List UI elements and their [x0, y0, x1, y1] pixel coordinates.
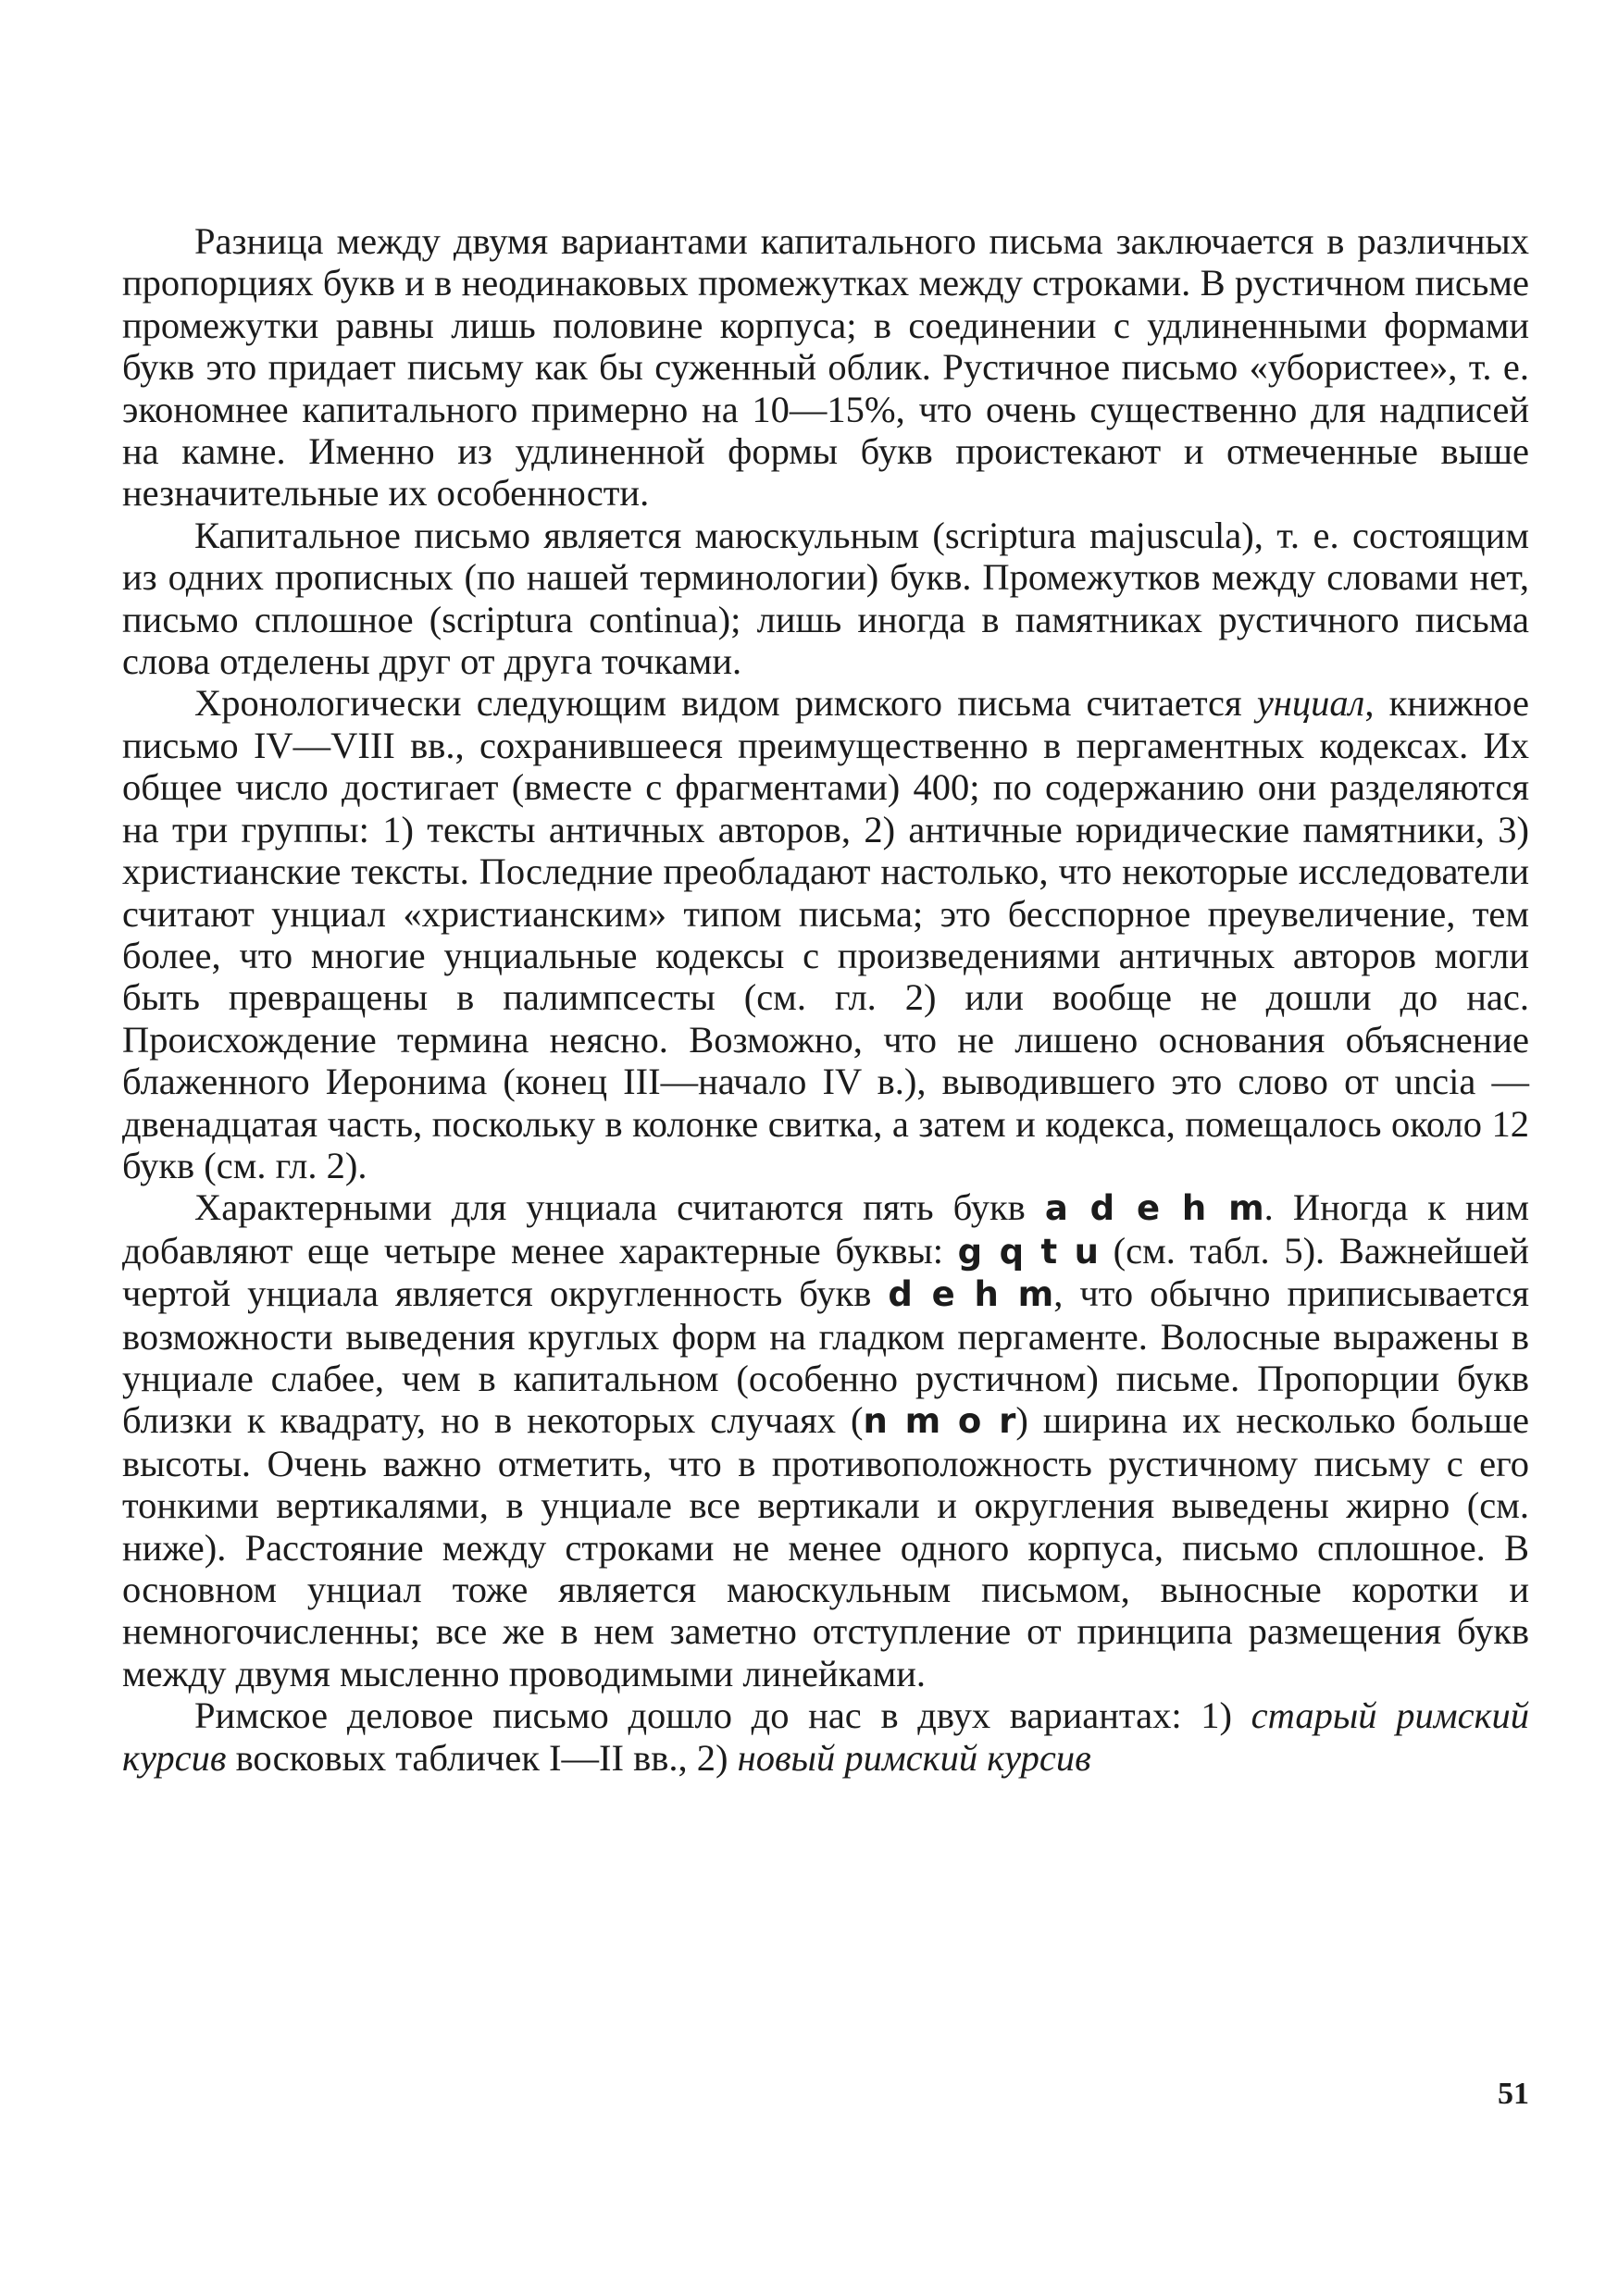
page-number: 51: [1498, 2077, 1529, 2111]
text-run: , книжное письмо IV—VIII вв., сохранившееся преимущественно в пергаментных кодексах. Их общее число достигает (вместе с фрагментами) 400; по содержанию они разделяются на три группы: 1) тексты античных авторов, 2) античные юридические памятники, 3) христианские тексты. Последние преобладают настолько, что некоторые исследователи считают унциал «христианским» типом письма; это бесспорное преувеличение, тем более, что многие унциальные кодексы с произведениями античных авторов могли быть превращены в палимпсесты (см. гл. 2) или вообще не дошли до нас. Происхождение термина неясно. Возможно, что не лишено основания объяснение блаженного Иеронима (конец III—начало IV в.), выводившего это слово от uncia — двенадцатая часть, поскольку в колонке свитка, а затем и кодекса, помещалось около 12 букв (см. гл. 2).: [122, 682, 1530, 1186]
paragraph: [122, 1694, 1529, 1779]
text-run: ) ширина их несколько больше высоты. Очень важно отметить, что в противоположность рустичному письму с его тонкими вертикалями, в унциале все вертикали и округления выведены жирно (см. ниже). Расстояние между строками не менее одного корпуса, письмо сплошное. В основном унциал тоже является маюскульным письмом, выносные коротки и немногочисленны; все же в нем заметно отступление от принципа размещения букв между двумя мысленно проводимыми линейками.: [122, 1399, 1530, 1694]
italic-term: старый римский курсив: [122, 1694, 1529, 1779]
text-run: Разница между двумя вариантами капитального письма заключается в различных пропорциях букв и в неодинаковых промежутках между строками. В рустичном письме промежутки равны лишь половине корпуса; в соединении с удлиненными формами букв это придает письму как бы суженный облик. Рустичное письмо «убористее», т. е. экономнее капитального примерно на 10—15%, что очень существенно для надписей на камне. Именно из удлиненной формы букв проистекают и отмеченные выше незначительные их особенности.: [122, 220, 1529, 515]
paragraph: [122, 1186, 1529, 1694]
text-run: Характерными для унциала считаются пять букв: [194, 1186, 1045, 1229]
bold-letters: d e h m: [888, 1274, 1054, 1315]
text-run: . Иногда к ним добавляют еще четыре менее характерные буквы:: [122, 1186, 1529, 1272]
bold-letters: a d e h m: [1044, 1188, 1264, 1229]
text-run: , что обычно приписывается возможности выведения круглых форм на гладком пергаменте. Волосные выражены в унциале слабее, чем в капитальном (особенно рустичном) письме. Пропорции букв близки к квадрату, но в некоторых случаях (: [122, 1272, 1529, 1442]
italic-term: унциал: [1256, 682, 1365, 725]
paragraph: [122, 682, 1529, 1186]
text-run: восковых табличек I—II вв., 2): [226, 1736, 738, 1779]
text-run: (см. табл. 5). Важнейшей чертой унциала является округленность букв: [122, 1229, 1529, 1315]
paragraph: [122, 220, 1529, 515]
italic-term: новый римский курсив: [737, 1736, 1091, 1779]
body-text: [122, 220, 1529, 1779]
text-run: Хронологически следующим видом римского письма считается: [194, 682, 1257, 725]
paragraph: [122, 515, 1529, 683]
bold-letters: n m o r: [863, 1401, 1016, 1442]
text-run: Римское деловое письмо дошло до нас в двух вариантах: 1): [194, 1694, 1251, 1737]
text-run: Капитальное письмо является маюскульным (scriptura majuscula), т. е. состоящим из одних прописных (по нашей терминологии) букв. Промежутков между словами нет, письмо сплошное (scriptura continua); лишь иногда в памятниках рустичного письма слова отделены друг от друга точками.: [122, 514, 1529, 683]
bold-letters: g q t u: [957, 1231, 1099, 1272]
